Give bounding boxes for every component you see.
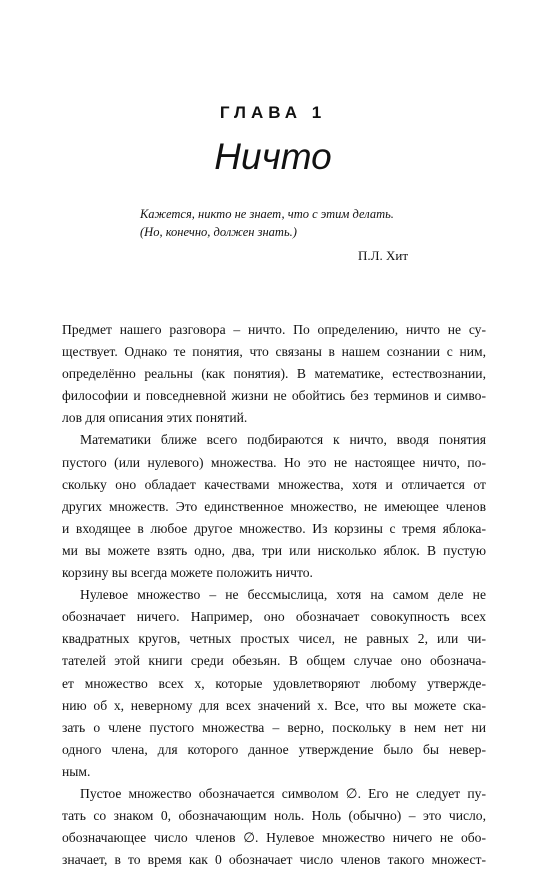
text-line: Предмет нашего разговора – ничто. По определению, ничто не су- bbox=[62, 322, 486, 337]
text-line: ми вы можете взять одно, два, три или нисколько яблок. В пустую bbox=[62, 542, 486, 558]
epigraph-author: П.Л. Хит bbox=[358, 248, 408, 263]
epigraph-line: (Но, конечно, должен знать.) bbox=[140, 225, 297, 239]
text-line: ет множество всех x, которые удовлетворяют любому утвержде- bbox=[62, 675, 486, 691]
text-line: лов для описания этих понятий. bbox=[62, 410, 248, 426]
text-line: ным. bbox=[62, 763, 91, 779]
text-line: зать о члене пустого множества – верно, поскольку в нем нет ни bbox=[62, 719, 486, 735]
text-line: Математики ближе всего подбираются к ничто, вводя понятия bbox=[80, 432, 486, 448]
text-line: обозначающее число членов ∅. Нулевое множество ничего не обо- bbox=[62, 830, 486, 846]
text-line: философии и повседневной жизни не обойтись без терминов и симво- bbox=[62, 388, 486, 404]
text-line: Нулевое множество – не бессмыслица, хотя на самом деле не bbox=[80, 587, 486, 603]
epigraph-line: Кажется, никто не знает, что с этим делать. bbox=[140, 207, 394, 221]
text-line: нию об x, неверному для всех значений x. Все, что вы можете ска- bbox=[62, 697, 486, 713]
text-line: тать со знаком 0, обозначающим ноль. Ноль (обычно) – это число, bbox=[62, 808, 486, 824]
body-text bbox=[62, 319, 486, 871]
chapter-label: ГЛАВА 1 bbox=[219, 103, 327, 122]
chapter-title: Ничто bbox=[214, 136, 332, 177]
paragraph bbox=[62, 584, 486, 783]
text-line: определённо реальны (как понятия). В математике, естествознании, bbox=[62, 366, 486, 382]
text-line: и входящее в любое другое множество. Из корзины с тремя яблока- bbox=[62, 520, 486, 536]
text-line: обозначает ничего. Например, оно обозначает совокупность всех bbox=[62, 609, 486, 625]
text-line: других множеств. Это единственное множество, не имеющее членов bbox=[62, 498, 486, 514]
text-line: корзину вы всегда можете положить ничто. bbox=[62, 565, 313, 581]
text-line: квадратных кругов, четных простых чисел, не равных 2, или чи- bbox=[62, 631, 486, 647]
text-line: Пустое множество обозначается символом ∅. Его не следует пу- bbox=[80, 785, 486, 801]
paragraph bbox=[62, 429, 486, 584]
paragraph bbox=[62, 319, 486, 429]
text-line: одного члена, для которого данное утверждение было бы невер- bbox=[62, 741, 486, 757]
text-line: значает, в то время как 0 обозначает число членов такого множест- bbox=[62, 852, 486, 868]
text-line: ществует. Однако те понятия, что связаны в нашем сознании с ним, bbox=[62, 344, 486, 360]
text-line: тателей этой книги среди обезьян. В общем случае оно обознача- bbox=[62, 653, 486, 669]
text-line: пустого (или нулевого) множества. Но это не настоящее ничто, по- bbox=[62, 454, 486, 470]
epigraph bbox=[140, 205, 410, 264]
text-line: скольку оно обладает качествами множества, хотя и отличается от bbox=[62, 476, 486, 492]
paragraph bbox=[62, 783, 486, 871]
